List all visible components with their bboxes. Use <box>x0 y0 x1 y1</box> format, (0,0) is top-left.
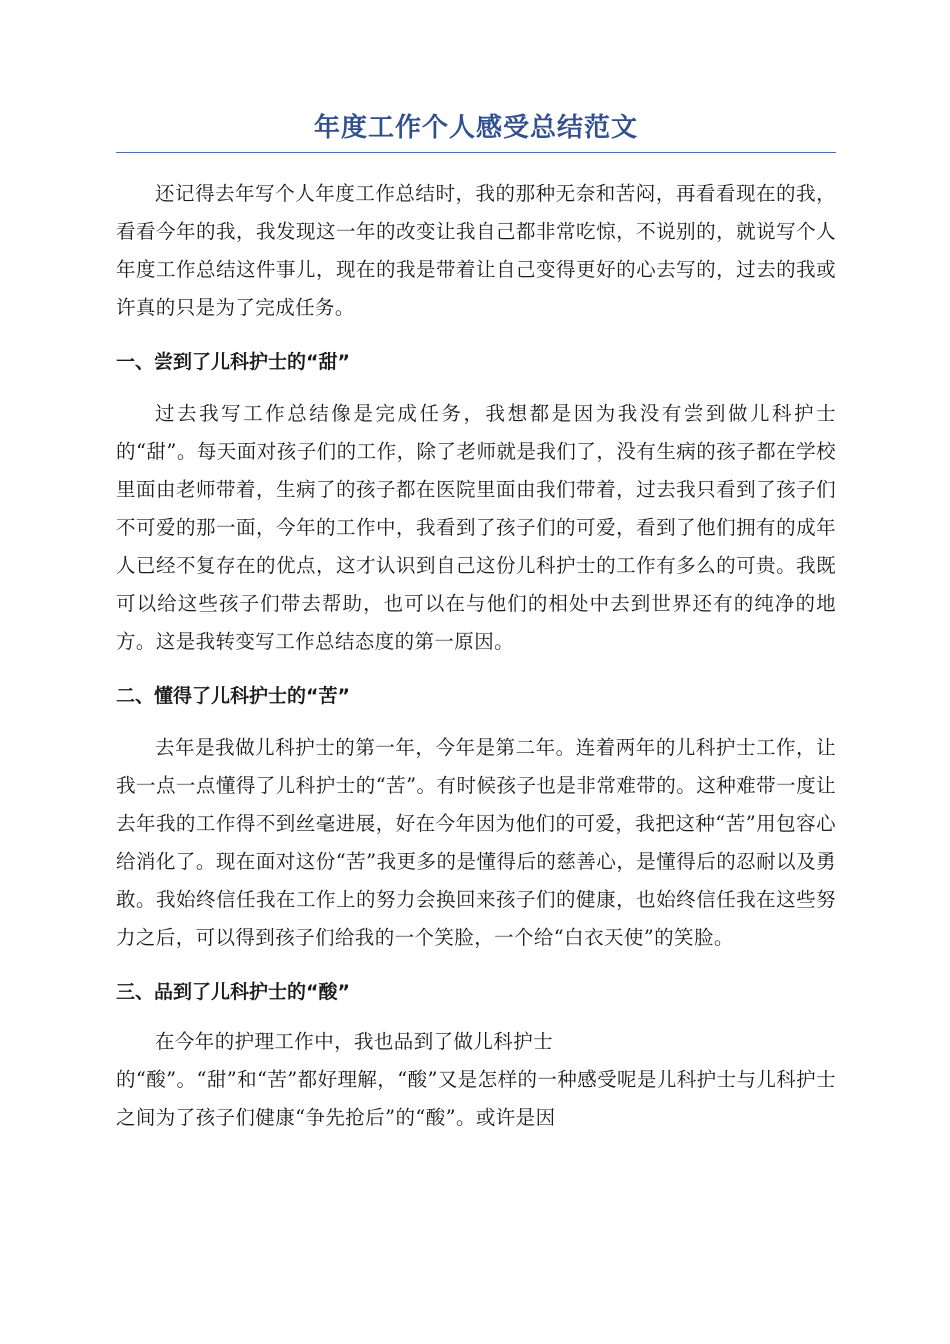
section-heading-1: 一、尝到了儿科护士的“甜” <box>116 351 350 373</box>
section-paragraph-2: 去年是我做儿科护士的第一年，今年是第二年。连着两年的儿科护士工作，让我一点一点懂得了儿科护士的“苦”。有时候孩子也是非常难带的。这种难带一度让去年我的工作得不到丝毫进展，好在今年因为他们的可爱，我把这种“苦”用包容心给消化了。现在面对这份“苦”我更多的是懂得后的慈善心，是懂得后的忍耐以及勇敢。我始终信任我在工作上的努力会换回来孩子们的健康，也始终信任我在这些努力之后，可以得到孩子们给我的一个笑脸，一个给“白衣天使”的笑脸。 <box>116 736 836 949</box>
section-heading-2: 二、懂得了儿科护士的“苦” <box>116 685 350 707</box>
document-title: 年度工作个人感受总结范文 <box>116 108 836 153</box>
section-paragraph-3 <box>116 1023 836 1137</box>
section-paragraph-3-rest: 的“酸”。“甜”和“苦”都好理解，“酸”又是怎样的一种感受呢是儿科护士与儿科护士之间为了孩子们健康“争先抢后”的“酸”。或许是因 <box>116 1068 836 1129</box>
section-heading-3: 三、品到了儿科护士的“酸” <box>116 981 350 1003</box>
section-paragraph-3-line-1: 在今年的护理工作中，我也品到了做儿科护士 <box>155 1030 554 1053</box>
intro-paragraph: 还记得去年写个人年度工作总结时，我的那种无奈和苦闷，再看看现在的我，看看今年的我，我发现这一年的改变让我自己都非常吃惊，不说别的，就说写个人年度工作总结这件事儿，现在的我是带着让自己变得更好的心去写的，过去的我或许真的只是为了完成任务。 <box>116 182 836 319</box>
document-page <box>116 108 836 1137</box>
section-paragraph-1: 过去我写工作总结像是完成任务，我想都是因为我没有尝到做儿科护士的“甜”。每天面对孩子们的工作，除了老师就是我们了，没有生病的孩子都在学校里面由老师带着，生病了的孩子都在医院里面由我们带着，过去我只看到了孩子们不可爱的那一面，今年的工作中，我看到了孩子们的可爱，看到了他们拥有的成年人已经不复存在的优点，这才认识到自己这份儿科护士的工作有多么的可贵。我既可以给这些孩子们带去帮助，也可以在与他们的相处中去到世界还有的纯净的地方。这是我转变写工作总结态度的第一原因。 <box>116 402 836 653</box>
